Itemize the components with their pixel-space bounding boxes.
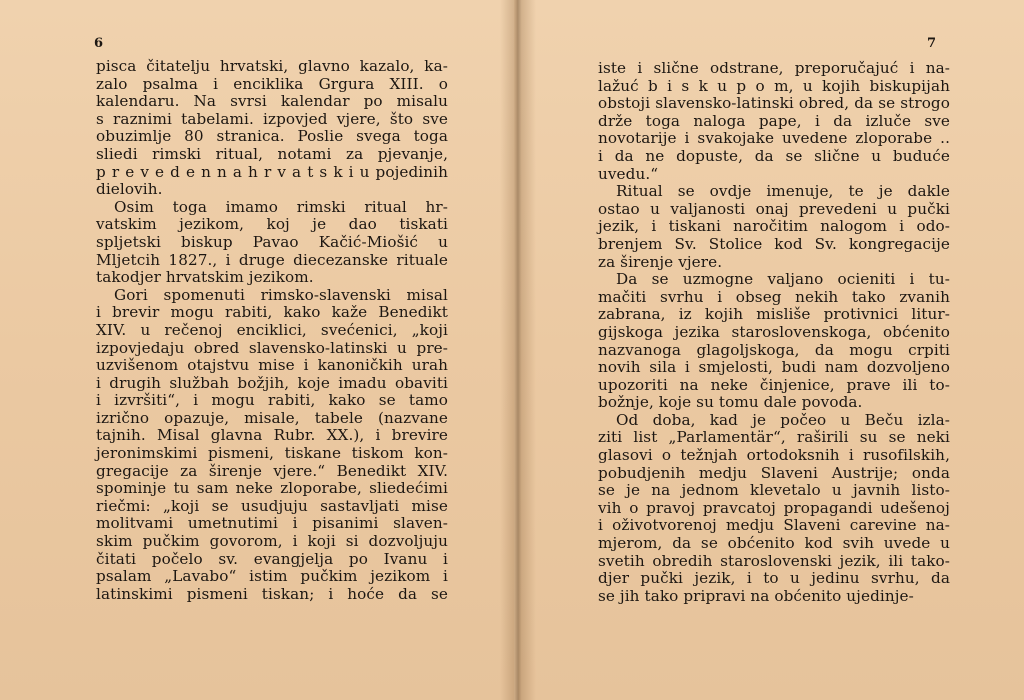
page-number: 7 <box>926 36 936 51</box>
text-line: izpovjedaju obred slavensko-latinski u pre- <box>96 338 448 357</box>
text-line: XIV. u rečenoj enciklici, svećenici, „koji <box>96 320 448 339</box>
text-line: vatskim jezikom, koj je dao tiskati <box>96 215 448 234</box>
text-line: novih sila i smjelosti, budi nam dozvoljeno <box>598 358 950 377</box>
text-line: sliedi rimski ritual, notami za pjevanje, <box>96 144 448 163</box>
text-line: i da ne dopuste, da se slične u buduće <box>598 146 950 165</box>
text-line: zabrana, iz kojih misliše protivnici litur- <box>598 305 950 324</box>
text-line: obuzimlje 80 stranica. Poslie svega toga <box>96 127 448 146</box>
text-line: gregacije za širenje vjere.“ Benedikt XIV. <box>96 461 448 480</box>
text-line: psalam „Lavabo“ istim pučkim jezikom i <box>96 567 448 586</box>
text-line: p r e v e d e n n a h r v a t s k i u pojedinih <box>96 162 448 181</box>
text-line: uvedu.“ <box>598 164 659 183</box>
text-line: pisca čitatelju hrvatski, glavno kazalo, ka- <box>96 57 448 75</box>
text-line: Da se uzmogne valjano ocieniti i tu- <box>616 270 950 289</box>
text-line: vih o pravoj pravcatoj propagandi udešenoj <box>598 498 950 517</box>
text-line: djer pučki jezik, i to u jedinu svrhu, da <box>598 569 950 588</box>
text-line: i izvršiti“, i mogu rabiti, kako se tamo <box>96 391 448 410</box>
text-line: spljetski biskup Pavao Kačić-Miošić u <box>96 232 448 251</box>
page-number: 6 <box>94 36 104 51</box>
text-line: svetih obredih staroslovenski jezik, ili tako- <box>598 551 950 570</box>
text-line: obstoji slavensko-latinski obred, da se strogo <box>598 94 950 113</box>
right-page <box>518 0 1024 700</box>
text-line: i oživotvorenoj medju Slaveni carevine na- <box>598 516 950 535</box>
text-line: nazvanoga glagoljskoga, da mogu crpiti <box>598 340 950 359</box>
text-line: za širenje vjere. <box>598 252 723 271</box>
text-line: i brevir mogu rabiti, kako kaže Benedikt <box>96 303 448 322</box>
text-line: Gori spomenuti rimsko-slavenski misal <box>114 285 448 304</box>
text-line: izrično opazuje, misale, tabele (nazvane <box>96 408 448 427</box>
text-line: uzvišenom otajstvu mise i kanoničkih urah <box>96 356 448 375</box>
text-line: i drugih službah božjih, koje imadu obaviti <box>96 373 448 392</box>
text-line: se je na jednom klevetalo u javnih listo- <box>598 481 950 500</box>
text-line: tajnih. Misal glavna Rubr. XX.), i brevire <box>96 426 448 445</box>
text-line: mačiti svrhu i obseg nekih tako zvanih <box>598 287 950 306</box>
text-line: ziti list „Parlamentär“, raširili su se neki <box>598 428 950 447</box>
text-line: Mljetcih 1827., i druge diecezanske rituale <box>96 250 448 269</box>
text-line: pobudjenih medju Slaveni Austrije; onda <box>598 463 950 482</box>
text-line: jezik, i tiskani naročitim nalogom i odo- <box>598 217 950 236</box>
text-line: novotarije i svakojake uvedene zloporabe .. <box>598 129 950 148</box>
text-line: dielovih. <box>96 180 163 199</box>
text-line: jeronimskimi pismeni, tiskane tiskom kon- <box>96 444 448 463</box>
text-line: se jih tako pripravi na obćenito ujedinje- <box>598 586 914 605</box>
text-line: riečmi: „koji se usudjuju sastavljati mise <box>96 496 448 515</box>
text-line: brenjem Sv. Stolice kod Sv. kongregacije <box>598 234 950 253</box>
text-line: ostao u valjanosti onaj prevedeni u pučki <box>598 199 950 218</box>
page-body-text <box>598 60 950 605</box>
text-line: takodjer hrvatskim jezikom. <box>96 268 314 287</box>
text-line: kalendaru. Na svrsi kalendar po misalu <box>96 92 448 111</box>
text-line: Osim toga imamo rimski ritual hr- <box>114 197 448 216</box>
text-line: gijskoga jezika staroslovenskoga, obćenito <box>598 322 950 341</box>
text-line: drže toga naloga pape, i da izluče sve <box>598 111 950 130</box>
text-line: latinskimi pismeni tiskan; i hoće da se <box>96 584 448 603</box>
text-line: lažuć b i s k u p o m, u kojih biskupijah <box>598 76 950 95</box>
text-line: skim pučkim govorom, i koji si dozvoljuju <box>96 532 448 551</box>
text-line: Od doba, kad je počeo u Beču izla- <box>616 410 950 429</box>
text-line: iste i slične odstrane, preporučajuć i na- <box>598 59 950 77</box>
text-line: spominje tu sam neke zloporabe, sliedećimi <box>96 479 448 498</box>
text-line: Ritual se ovdje imenuje, te je dakle <box>616 182 950 201</box>
text-line: molitvami umetnutimi i pisanimi slaven- <box>96 514 448 533</box>
page-body-text <box>96 58 448 603</box>
text-line: čitati počelo sv. evangjelja po Ivanu i <box>96 549 448 568</box>
text-line: glasovi o težnjah ortodoksnih i rusofilskih, <box>598 446 950 465</box>
text-line: zalo psalma i enciklika Grgura XIII. o <box>96 74 448 93</box>
text-line: s raznimi tabelami. izpovjed vjere, što sve <box>96 109 448 128</box>
text-line: mjerom, da se obćenito kod svih uvede u <box>598 534 950 553</box>
text-line: upozoriti na neke činjenice, prave ili to- <box>598 375 950 394</box>
text-line: božnje, koje su tomu dale povoda. <box>598 393 863 412</box>
